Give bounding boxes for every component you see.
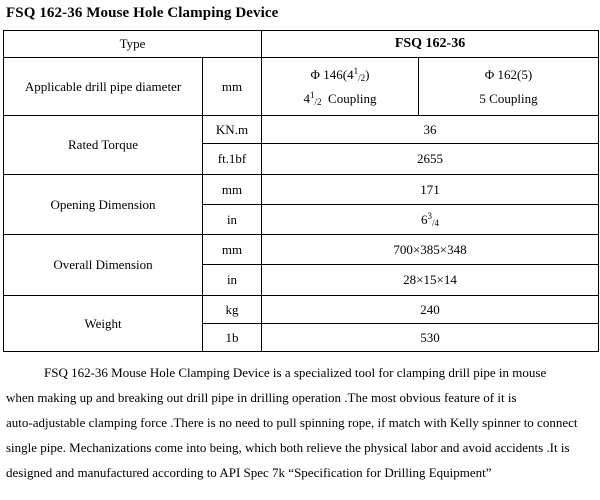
diameter-label: Applicable drill pipe diameter — [4, 58, 203, 116]
torque-value-1: 36 — [262, 116, 599, 144]
torque-unit-1: KN.m — [203, 116, 262, 144]
weight-value-1: 240 — [262, 296, 599, 324]
description-line: single pipe. Mechanizations come into being, which both relieve the physical labor and avoid accidents .It is — [6, 440, 570, 455]
opening-value-1: 171 — [262, 175, 599, 205]
torque-value-2: 2655 — [262, 144, 599, 175]
description-line: when making up and breaking out drill pipe in drilling operation .The most obvious feature of it is — [6, 390, 517, 405]
coupling-a-value: $4^1_{/2}$ Coupling — [303, 89, 377, 107]
type-label: Type — [4, 31, 262, 58]
diameter-b-value: Φ 162(5) — [484, 66, 533, 82]
overall-label: Overall Dimension — [4, 235, 203, 296]
diameter-a-value: Φ $146(4^1_{/2})$ — [310, 65, 370, 83]
table-row-weight-1 — [4, 296, 599, 324]
type-value: FSQ 162-36 — [262, 31, 599, 58]
table-row-opening-1 — [4, 175, 599, 205]
opening-unit-2: in — [203, 205, 262, 235]
diameter-cell-a — [262, 58, 419, 116]
opening-unit-1: mm — [203, 175, 262, 205]
weight-unit-2: 1b — [203, 324, 262, 352]
description-line: designed and manufactured according to API Spec 7k “Specification for Drilling Equipment” — [6, 465, 492, 480]
overall-value-2: 28×15×14 — [262, 265, 599, 296]
torque-label: Rated Torque — [4, 116, 203, 175]
overall-value-1: 700×385×348 — [262, 235, 599, 265]
description-line: FSQ 162-36 Mouse Hole Clamping Device is a specialized tool for clamping drill pipe in mouse — [44, 365, 547, 380]
overall-unit-2: in — [203, 265, 262, 296]
diameter-unit: mm — [203, 58, 262, 116]
document-title: FSQ 162-36 Mouse Hole Clamping Device — [6, 5, 279, 21]
opening-label: Opening Dimension — [4, 175, 203, 235]
spec-table — [3, 30, 599, 352]
weight-unit-1: kg — [203, 296, 262, 324]
table-row-torque-1 — [4, 116, 599, 144]
overall-unit-1: mm — [203, 235, 262, 265]
weight-label: Weight — [4, 296, 203, 352]
torque-unit-2: ft.1bf — [203, 144, 262, 175]
description-paragraph — [6, 360, 598, 485]
opening-value-2: $6^3_{/4}$ — [262, 205, 599, 235]
diameter-cell-b — [419, 58, 599, 116]
coupling-b-value: 5 Coupling — [479, 90, 538, 106]
table-row-type — [4, 31, 599, 58]
description-line: auto-adjustable clamping force .There is no need to pull spinning rope, if match with Kelly spinner to connect — [6, 415, 578, 430]
table-row-diameter — [4, 58, 599, 116]
table-row-overall-1 — [4, 235, 599, 265]
weight-value-2: 530 — [262, 324, 599, 352]
